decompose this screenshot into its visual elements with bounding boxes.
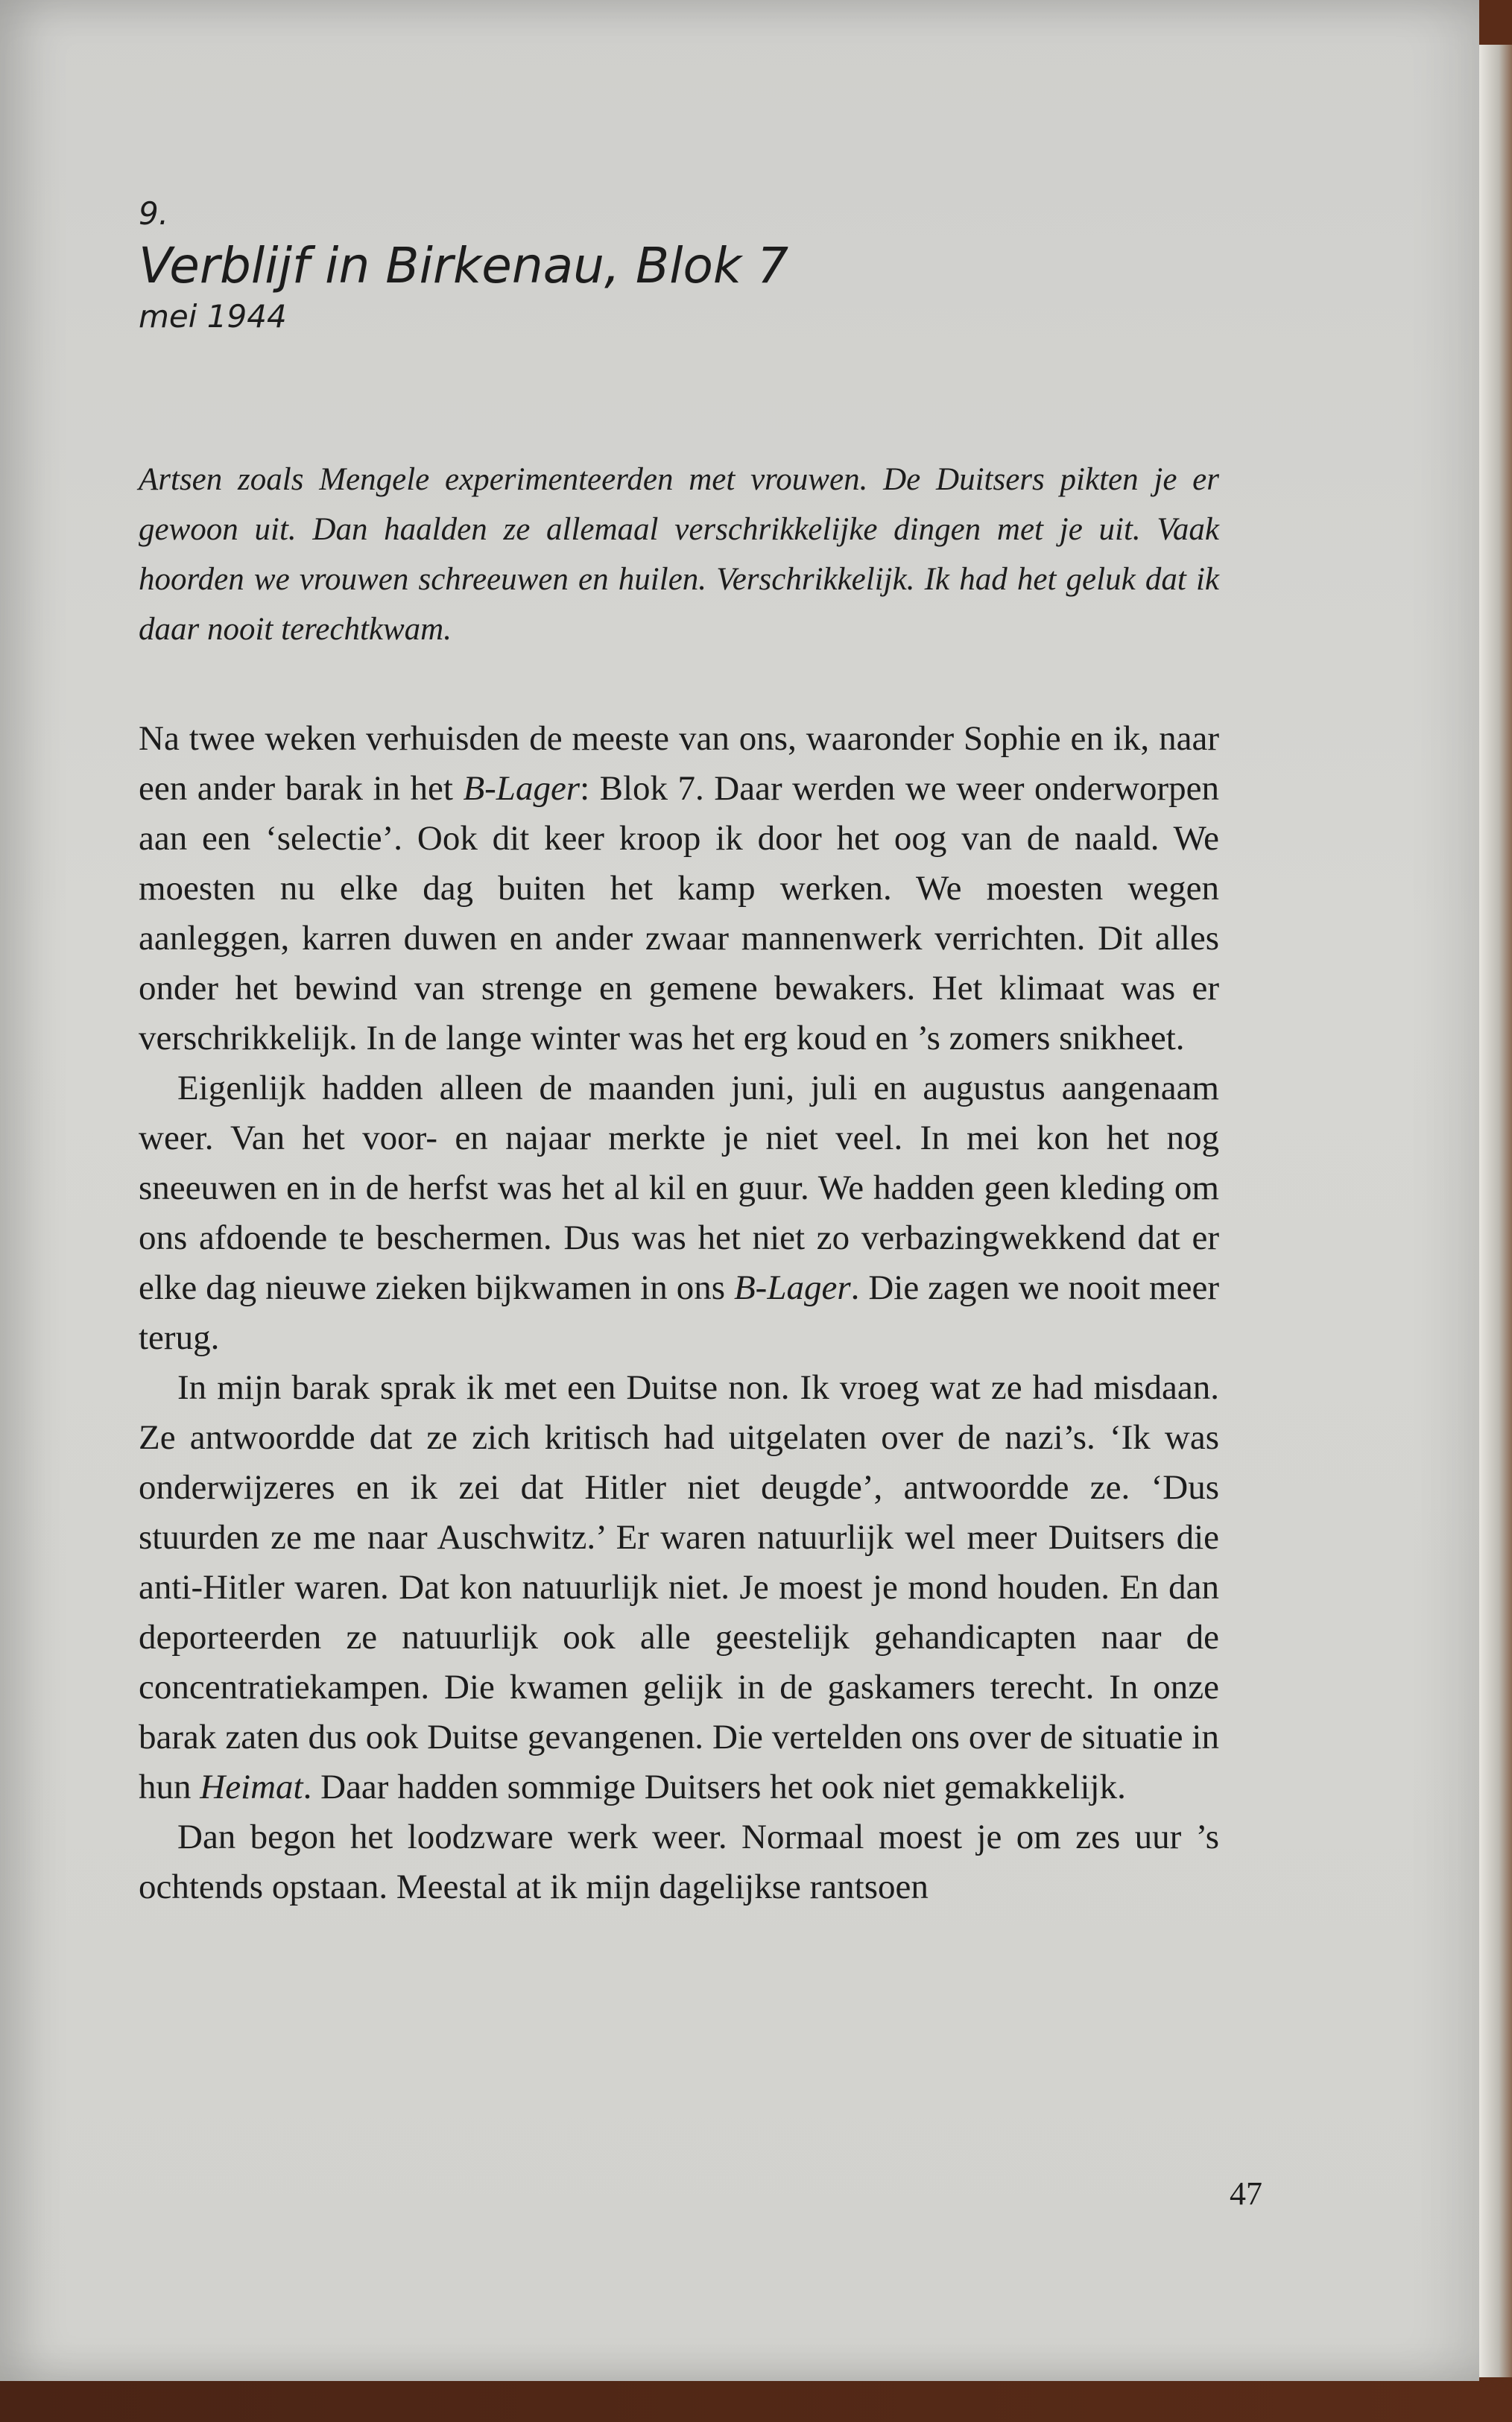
paragraph-1: Na twee weken verhuisden de meeste van ons, waaronder Sophie en ik, naar een ander barak in het B-Lager: Blok 7. Daar werden we weer onderworpen aan een ‘selectie’. Ook dit keer kroop ik door het oog van de naald. We moesten nu elke dag buiten het kamp werken. We moesten wegen aanleggen, karren duwen en ander zwaar mannenwerk verrichten. Dit alles onder het bewind van strenge en gemene bewakers. Het klimaat was er verschrikkelijk. In de lange winter was het erg koud en ’s zomers snikheet. bbox=[139, 719, 1219, 1057]
chapter-date: mei 1944 bbox=[139, 298, 287, 335]
body-text bbox=[139, 714, 1219, 1912]
chapter-title: Verblijf in Birkenau, Blok 7 bbox=[139, 237, 789, 294]
paragraph-2: Eigenlijk hadden alleen de maanden juni, juli en augustus aangenaam weer. Van het voor- en najaar merkte je niet veel. In mei kon het nog sneeuwen en in de herfst was het al kil en guur. We hadden geen kleding om ons afdoende te beschermen. Dus was het niet zo verbazingwekkend dat er elke dag nieuwe zieken bijkwamen in ons B-Lager. Die zagen we nooit meer terug. bbox=[139, 1069, 1219, 1357]
epigraph: Artsen zoals Mengele experimenteerden met vrouwen. De Duitsers pikten je er gewoon uit. Dan haalden ze allemaal verschrikkelijke dingen met je uit. Vaak hoorden we vrouwen schreeuwen en huilen. Verschrikkelijk. Ik had het geluk dat ik daar nooit terechtkwam. bbox=[139, 462, 1219, 647]
paragraph-4: Dan begon het loodzware werk weer. Normaal moest je om zes uur ’s ochtends opstaan. Meestal at ik mijn dagelijkse rantsoen bbox=[139, 1818, 1219, 1906]
page-number: 47 bbox=[1230, 2175, 1262, 2212]
page-fore-edge bbox=[1479, 45, 1512, 2377]
paragraph-3: In mijn barak sprak ik met een Duitse non. Ik vroeg wat ze had misdaan. Ze antwoordde dat ze zich kritisch had uitgelaten over de nazi’s. ‘Ik was onderwijzeres en ik zei dat Hitler niet deugde’, antwoordde ze. ‘Dus stuurden ze me naar Auschwitz.’ Er waren natuurlijk wel meer Duitsers die anti-Hitler waren. Dat kon natuurlijk niet. Je moest je mond houden. En dan deporteerden ze natuurlijk ook alle geestelijk gehandicapten naar de concentratiekampen. Die kwamen gelijk in de gaskamers terecht. In onze barak zaten dus ook Duitse gevangenen. Die vertelden ons over de situatie in hun Heimat. Daar hadden sommige Duitsers het ook niet gemakkelijk. bbox=[139, 1368, 1219, 1806]
chapter-number: 9. bbox=[139, 195, 169, 232]
